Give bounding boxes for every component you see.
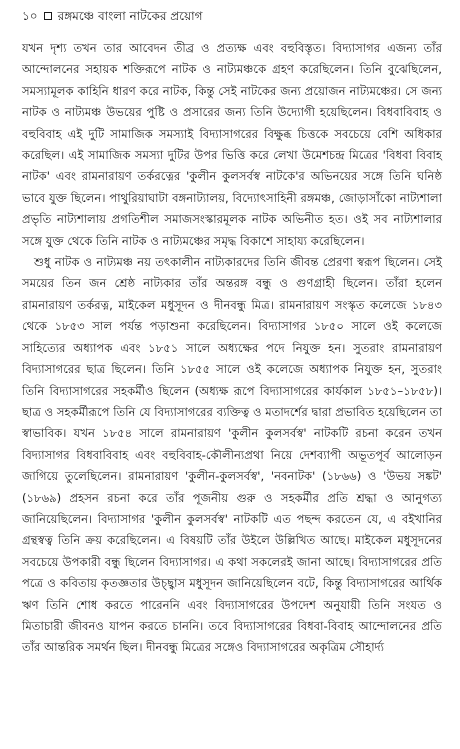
body-paragraph: শুধু নাটক ও নাট্যমঞ্চ নয় তৎকালীন নাট্যকারদের তিনি জীবন্ত প্রেরণা স্বরূপ ছিলেন। সেই সময়ের তিন জন শ্রেষ্ঠ নাট্যকার তাঁর অন্তরঙ্গ বন্ধু ও গুণগ্রাহী ছিলেন। তাঁরা হলেন রামনারায়ণ তর্করত্ন, মাইকেল মধুসূদন ও দীনবন্ধু মিত্র। রামনারায়ণ সংস্কৃত কলেজে ১৮৪৩ থেকে ১৮৫৩ সাল পর্যন্ত পড়াশুনা করেছিলেন। বিদ্যাসাগর ১৮৫০ সালে ওই কলেজে সাহিত্যের অধ্যাপক এবং ১৮৫১ সালে অধ্যক্ষের পদে নিযুক্ত হন। সুতরাং রামনারায়ণ বিদ্যাসাগরের ছাত্র ছিলেন। তিনি ১৮৫৫ সালে ওই কলেজে অধ্যাপক নিযুক্ত হন, সুতরাং তিনি বিদ্যাসাগরের সহকর্মীও ছিলেন (অধ্যক্ষ রূপে বিদ্যাসাগরের কার্যকাল ১৮৫১–১৮৫৮)। ছাত্র ও সহকর্মীরূপে তিনি যে বিদ্যাসাগরের ব্যক্তিত্ব ও মতাদর্শের দ্বারা প্রভাবিত হয়েছিলেন তা স্বাভাবিক। যখন ১৮৫৪ সালে রামনারায়ণ 'কুলীন কুলসর্বস্ব' নাটকটি রচনা করেন তখন বিদ্যাসাগর বিধবাবিবাহ এবং বহুবিবাহ-কৌলীন্যপ্রথা নিয়ে দেশব্যাপী অভূতপূর্ব আলোড়ন জাগিয়ে তুলেছিলেন। রামনারায়ণ 'কুলীন-কুলসর্বস্ব', 'নবনাটক' (১৮৬৬) ও 'উভয় সঙ্কট' (১৮৬৯) প্রহসন রচনা করে তাঁর পূজনীয় গুরু ও সহকর্মীর প্রতি শ্রদ্ধা ও আনুগত্য জানিয়েছিলেন। বিদ্যাসাগর 'কুলীন কুলসর্বস্ব' নাটকটি এত পছন্দ করতেন যে, এ বইখানির গ্রন্থস্বত্ব তিনি ক্রয় করেছিলেন। এ বিষয়টি তাঁর উইলে উল্লিখিত আছে। মাইকেল মধুসূদনের সবচেয়ে উপকারী বন্ধু ছিলেন বিদ্যাসাগর। এ কথা সকলেরই জানা আছে। বিদ্যাসাগরের প্রতি পত্রে ও কবিতায় কৃতজ্ঞতার উচ্ছ্বাস মধুসূদন জানিয়েছিলেন বটে, কিন্তু বিদ্যাসাগরের আর্থিক ঋণ তিনি শোধ করতে পারেননি এবং বিদ্যাসাগরের উপদেশ অনুযায়ী তিনি সংযত ও মিতাচারী জীবনও যাপন করতে চাননি। তবে বিদ্যাসাগরের বিধবা-বিবাহ আন্দোলনের প্রতি তাঁর আন্তরিক সমর্থন ছিল। দীনবন্ধু মিত্রের সঙ্গেও বিদ্যাসাগরের অকৃত্রিম সৌহার্দ্য [22, 255, 442, 655]
page-header [22, 6, 442, 26]
running-title: রঙ্গমঞ্চে বাংলা নাটকের প্রয়োগ [57, 9, 203, 23]
page-number: ১০ [22, 9, 38, 23]
header-square-icon [44, 12, 52, 20]
body-paragraph: যখন দৃশ্য তখন তার আবেদন তীব্র ও প্রত্যক্ষ এবং বহুবিস্তৃত। বিদ্যাসাগর এজন্য তাঁর আন্দোলনের সহায়ক শক্তিরূপে নাটক ও নাট্যমঞ্চকে গ্রহণ করেছিলেন। তিনি বুঝেছিলেন, সমস্যামূলক কাহিনি ধারণ করে নাটক, কিন্তু সেই নাটকের জন্য প্রয়োজন নাট্যমঞ্চের। সে জন্য নাটক ও নাট্যমঞ্চ উভয়ের পুষ্টি ও প্রসারের জন্য তিনি উদ্যোগী হয়েছিলেন। বিধবাবিবাহ ও বহুবিবাহ এই দুটি সামাজিক সমস্যাই বিদ্যাসাগরের বিক্ষুব্ধ চিত্তকে সবচেয়ে বেশি অধিকার করেছিল। এই সামাজিক সমস্যা দুটির উপর ভিত্তি করে লেখা উমেশচন্দ্র মিত্রের 'বিধবা বিবাহ নাটক' এবং রামনারায়ণ তর্করত্নের 'কুলীন কুলসর্বস্ব নাটকে'র অভিনয়ের সঙ্গে তিনি ঘনিষ্ঠ ভাবে যুক্ত ছিলেন। পাথুরিয়াঘাটা বঙ্গনাট্যালয়, বিদ্যোৎসাহিনী রঙ্গমঞ্চ, জোড়াসাঁকো নাট্যশালা প্রভৃতি নাট্যশালায় প্রগতিশীল সমাজসংস্কারমূলক নাটক অভিনীত হত। ওই সব নাট্যশালার সঙ্গে যুক্ত থেকে তিনি নাটক ও নাট্যমঞ্চের সমৃদ্ধ বিকাশে সাহায্য করেছিলেন। [22, 41, 442, 248]
